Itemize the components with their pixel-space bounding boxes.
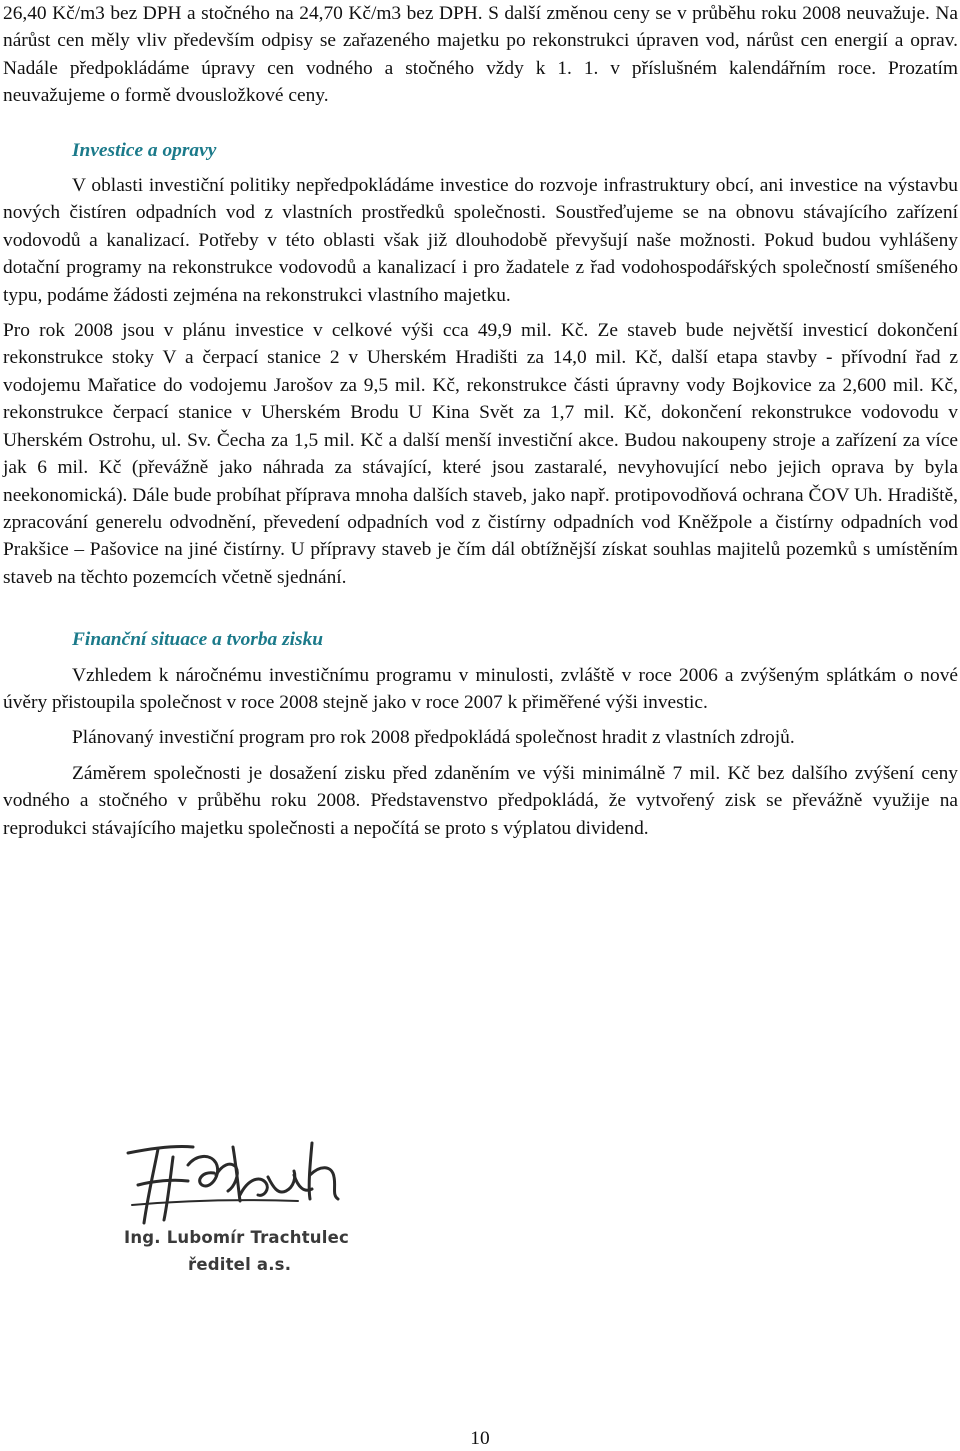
handwritten-signature — [118, 1135, 398, 1230]
intro-paragraph: 26,40 Kč/m3 bez DPH a stočného na 24,70 Kč/m3 bez DPH. S další změnou ceny se v průběhu roku 2008 neuvažuje. Na nárůst cen měly vliv především odpisy se zařazeného majetku po rekonstrukci úpraven vod, nárůst cen energií a oprav. Nadále předpokládáme úpravy cen vodného a stočného vždy k 1. 1. v příslušném kalendářním roce. Prozatím neuvažujeme o formě dvousložkové ceny. — [3, 3, 958, 107]
section-heading-financni: Finanční situace a tvorba zisku — [72, 629, 324, 651]
signatory-name: Ing. Lubomír Trachtulec — [124, 1228, 349, 1247]
financni-paragraph-1: Vzhledem k náročnému investičnímu programu v minulosti, zvláště v roce 2006 a zvýšeným splátkám o nové úvěry přistoupila společnost v roce 2008 stejně jako v roce 2007 k přiměřené výši investic. — [3, 664, 958, 713]
signature-block — [118, 1135, 398, 1285]
investice-paragraph-2: Pro rok 2008 jsou v plánu investice v celkové výši cca 49,9 mil. Kč. Ze staveb bude největší investicí dokončení rekonstrukce stoky V a čerpací stanice 2 v Uherském Hradišti za 14,0 mil. Kč, další etapa stavby - přívodní řad z vodojemu Mařatice do vodojemu Jarošov za 9,5 mil. Kč, rekonstrukce části úpravny vody Bojkovice za 2,600 mil. Kč, rekonstrukce čerpací stanice v Uherském Brodu U Kina Svět za 1,7 mil. Kč, dokončení rekonstrukce vodovodu v Uherském Ostrohu, ul. Sv. Čecha za 1,5 mil. Kč a další menší investiční akce. Budou nakoupeny stroje a zařízení za více jak 6 mil. Kč (převážně jako náhrada za stávající, které jsou zastaralé, nevyhovující nebo jejich oprava by byla neekonomická). Dále bude probíhat příprava mnoha dalších staveb, jako např. protipovodňová ochrana ČOV Uh. Hradiště, zpracování generelu odvodnění, převedení odpadních vod z čistírny odpadních vod Kněžpole a čistírny odpadních vod Prakšice – Pašovice na jiné čistírny. U přípravy staveb je čím dál obtížnější získat souhlas majitelů pozemků s umístěním staveb na těchto pozemcích včetně sjednání. — [3, 320, 958, 588]
financni-paragraph-2: Plánovaný investiční program pro rok 2008 předpokládá společnost hradit z vlastních zdrojů. — [72, 727, 795, 749]
investice-paragraph-1: V oblasti investiční politiky nepředpokládáme investice do rozvoje infrastruktury obcí, ani investice na výstavbu nových čistíren odpadních vod z vlastních prostředků společnosti. Soustřeďujeme se na obnovu stávajícího zařízení vodovodů a kanalizací. Potřeby v této oblasti však již dlouhodobě převyšují naše možnosti. Pokud budou vyhlášeny dotační programy na rekonstrukce vodovodů a kanalizací i pro žadatele z řad vodohospodářských společností smíšeného typu, podáme žádosti zejména na rekonstrukci vlastního majetku. — [3, 175, 958, 306]
document-page — [3, 0, 958, 842]
financni-paragraph-3: Záměrem společnosti je dosažení zisku před zdaněním ve výši minimálně 7 mil. Kč bez dalšího zvýšení ceny vodného a stočného v průběhu roku 2008. Představenstvo předpokládá, že vytvořený zisk se převážně využije na reprodukci stávajícího majetku společnosti a nepočítá se proto s výplatou dividend. — [3, 762, 958, 839]
section-heading-investice: Investice a opravy — [72, 139, 217, 161]
page-number: 10 — [470, 1428, 490, 1449]
signatory-role: ředitel a.s. — [188, 1255, 292, 1274]
